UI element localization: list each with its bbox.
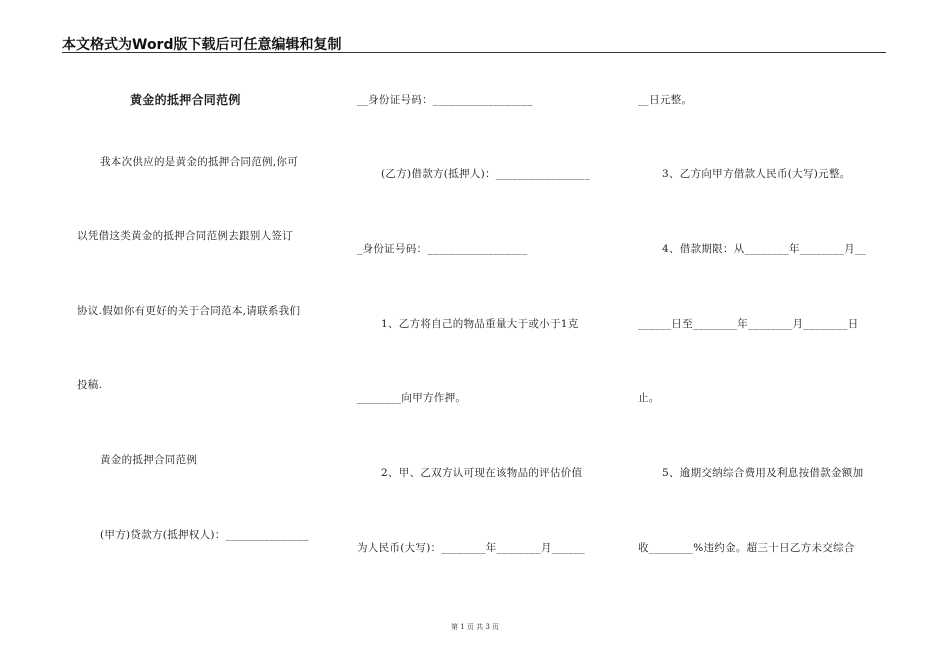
party-a-line: (甲方)贷款方(抵押权人)：_______________: [100, 529, 309, 541]
id-number-line: __身份证号码：__________________: [357, 94, 533, 106]
text-line: 协议.假如你有更好的关于合同范本,请联系我们: [77, 305, 301, 317]
clause-2-cont-line: 为人民币(大写)：________年________月______: [357, 542, 586, 554]
clause-4-line: 4、借款期限：从________年________月__: [662, 243, 867, 255]
header-divider: [62, 52, 886, 53]
amount-end-line: __日元整。: [638, 94, 693, 106]
document-title: 黄金的抵押合同范例: [130, 93, 241, 107]
clause-5-line: 5、逾期交纳综合费用及利息按借款金额加: [662, 467, 864, 479]
clause-4-cont-line: ______日至________年________月________日: [638, 318, 859, 330]
clause-3-line: 3、乙方向甲方借款人民币(大写)元整。: [662, 168, 851, 180]
clause-1-cont-line: ________向甲方作押。: [357, 392, 467, 404]
section-heading: 黄金的抵押合同范例: [100, 454, 198, 466]
clause-1-line: 1、乙方将自己的物品重量大于或小于1克: [381, 318, 579, 330]
text-line: 以凭借这类黄金的抵押合同范例去跟别人签订: [77, 230, 293, 242]
page-number: 第 1 页 共 3 页: [450, 623, 500, 631]
document-header-title: 本文格式为Word版下载后可任意编辑和复制: [62, 37, 342, 53]
text-line: 投稿.: [77, 379, 103, 391]
id-number-line: _身份证号码：__________________: [357, 243, 528, 255]
party-b-line: (乙方)借款方(抵押人)：_________________: [381, 168, 591, 180]
text-line: 我本次供应的是黄金的抵押合同范例,你可: [100, 156, 299, 168]
clause-4-end-line: 止。: [638, 392, 660, 404]
clause-2-line: 2、甲、乙双方认可现在该物品的评估价值: [381, 467, 583, 479]
clause-5-cont-line: 收________%违约金。超三十日乙方未交综合: [638, 542, 855, 554]
